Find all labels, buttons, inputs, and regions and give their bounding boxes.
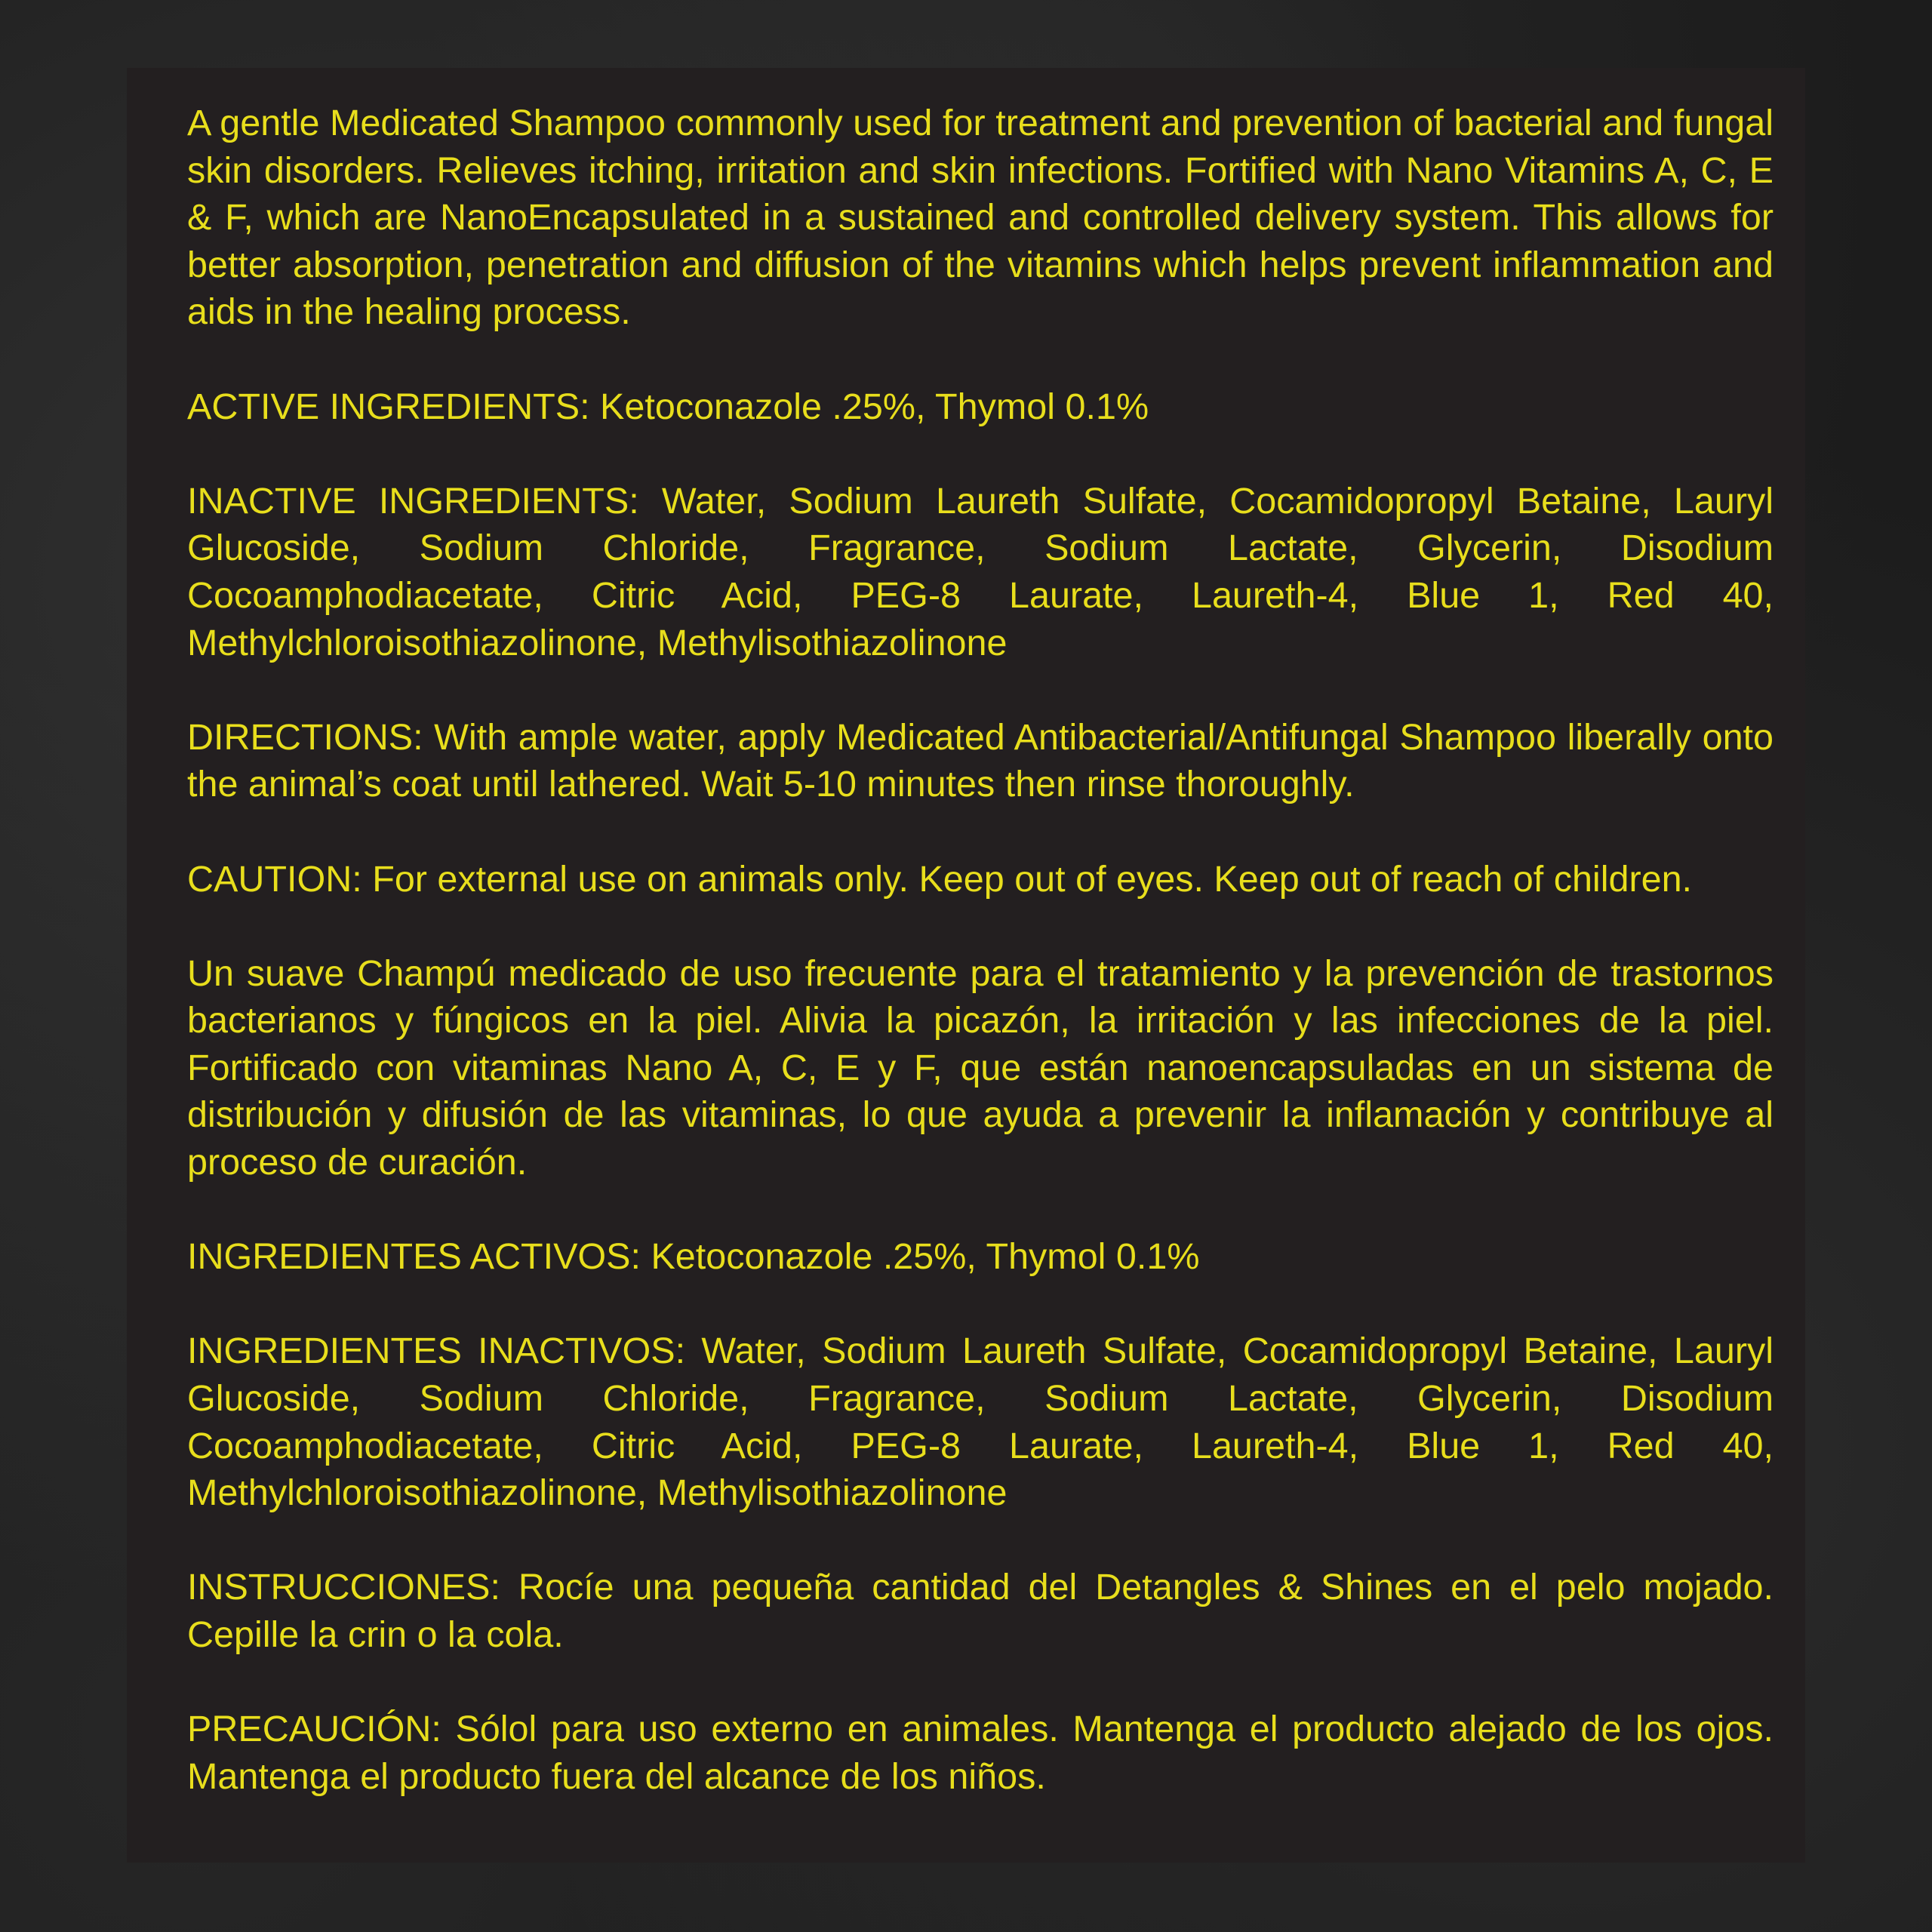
directions-en: DIRECTIONS: With ample water, apply Medicated Antibacterial/Antifungal Shampoo liberally onto the animal’s coat until lathered. Wait 5-10 minutes then rinse thoroughly. [187, 716, 1774, 805]
label-panel [127, 68, 1805, 1863]
description-es: Un suave Champú medicado de uso frecuente para el tratamiento y la prevención de trastornos bacterianos y fúngicos en la piel. Alivia la picazón, la irritación y las infecciones de la piel. Fortificado con vitaminas Nano A, C, E y F, que están nanoencapsuladas en un sistema de distribución y difusión de las vitaminas, lo que ayuda a prevenir la inflamación y contribuye al proceso de curación. [187, 952, 1774, 1183]
inactive-ingredients-en: INACTIVE INGREDIENTS: Water, Sodium Laureth Sulfate, Cocamidopropyl Betaine, Lauryl Glucoside, Sodium Chloride, Fragrance, Sodium Lactate, Glycerin, Disodium Cocoamphodiacetate, Citric Acid, PEG-8 Laurate, Laureth-4, Blue 1, Red 40, Methylchloroisothiazolinone, Methylisothiazolinone [187, 480, 1774, 663]
active-ingredients-en: ACTIVE INGREDIENTS: Ketoconazole .25%, Thymol 0.1% [187, 386, 1149, 427]
inactive-ingredients-es: INGREDIENTES INACTIVOS: Water, Sodium Laureth Sulfate, Cocamidopropyl Betaine, Lauryl Glucoside, Sodium Chloride, Fragrance, Sodium Lactate, Glycerin, Disodium Cocoamphodiacetate, Citric Acid, PEG-8 Laurate, Laureth-4, Blue 1, Red 40, Methylchloroisothiazolinone, Methylisothiazolinone [187, 1331, 1774, 1514]
caution-en: CAUTION: For external use on animals only. Keep out of eyes. Keep out of reach of children. [187, 858, 1693, 900]
directions-es: INSTRUCCIONES: Rocíe una pequeña cantidad del Detangles & Shines en el pelo mojado. Cepille la crin o la cola. [187, 1567, 1774, 1655]
caution-es: PRECAUCIÓN: Sólol para uso externo en animales. Mantenga el producto alejado de los ojos. Mantenga el producto fuera del alcance de los niños. [187, 1709, 1774, 1797]
description-en: A gentle Medicated Shampoo commonly used for treatment and prevention of bacterial and fungal skin disorders. Relieves itching, irritation and skin infections. Fortified with Nano Vitamins A, C, E & F, which are NanoEncapsulated in a sustained and controlled delivery system. This allows for better absorption, penetration and diffusion of the vitamins which helps prevent inflammation and aids in the healing process. [187, 103, 1774, 333]
active-ingredients-es: INGREDIENTES ACTIVOS: Ketoconazole .25%, Thymol 0.1% [187, 1236, 1200, 1278]
